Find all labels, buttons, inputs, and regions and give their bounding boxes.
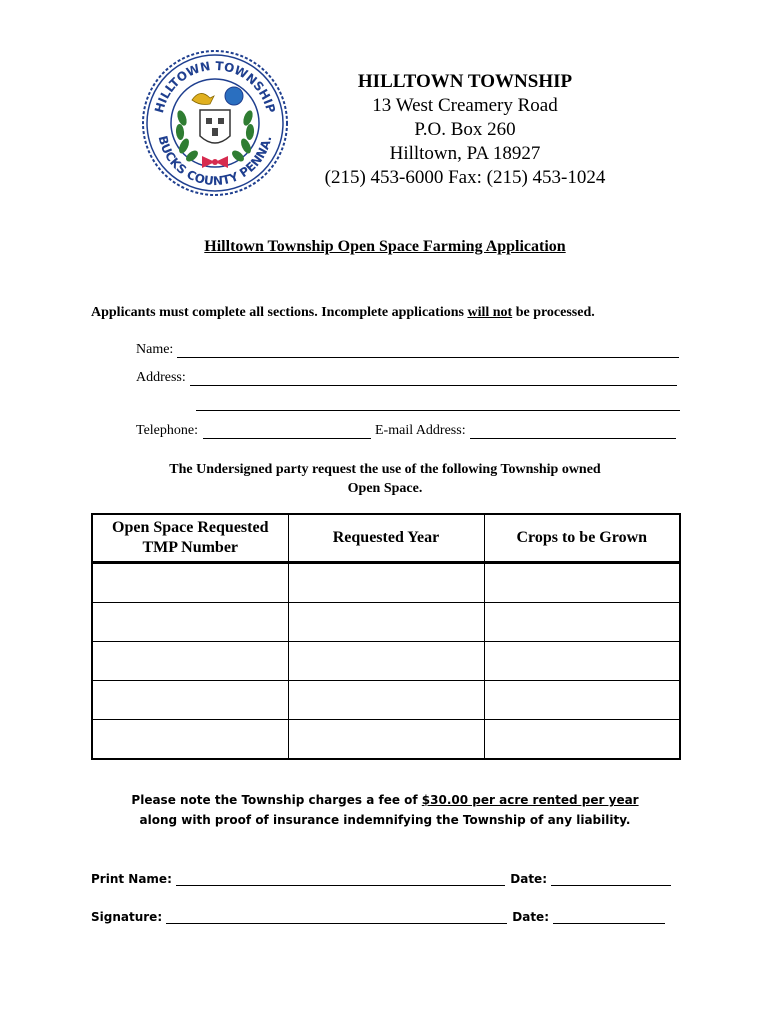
table-cell[interactable] bbox=[484, 681, 680, 720]
address-line-1[interactable] bbox=[190, 372, 677, 386]
table-cell[interactable] bbox=[92, 563, 288, 603]
table-cell[interactable] bbox=[288, 563, 484, 603]
table-cell[interactable] bbox=[288, 603, 484, 642]
name-field bbox=[136, 342, 679, 358]
table-row bbox=[92, 603, 680, 642]
instructions-text-end: be processed. bbox=[512, 305, 595, 320]
open-space-table bbox=[91, 513, 681, 760]
print-name-label: Print Name: bbox=[91, 872, 172, 886]
print-name-field bbox=[91, 872, 671, 886]
address-city: Hilltown, PA 18927 bbox=[389, 143, 541, 164]
print-date-label: Date: bbox=[510, 872, 547, 886]
signature-date-label: Date: bbox=[512, 910, 549, 924]
seal-ring-text-bottom: BUCKS COUNTY PENNA. bbox=[155, 134, 275, 189]
fee-notice-line-1 bbox=[0, 790, 770, 810]
table-cell[interactable] bbox=[484, 563, 680, 603]
print-name-line[interactable] bbox=[176, 874, 505, 886]
table-row bbox=[92, 563, 680, 603]
request-line-1: The Undersigned party request the use of the following Township owned bbox=[169, 462, 601, 477]
form-title: Hilltown Township Open Space Farming Application bbox=[204, 238, 566, 255]
table-cell[interactable] bbox=[288, 642, 484, 681]
table-row bbox=[92, 681, 680, 720]
table-cell[interactable] bbox=[92, 642, 288, 681]
telephone-label: Telephone: bbox=[136, 423, 198, 438]
township-seal bbox=[140, 48, 290, 198]
seal-shield-icon bbox=[200, 110, 230, 143]
address-po-box: P.O. Box 260 bbox=[414, 119, 516, 140]
fee-notice-line-2: along with proof of insurance indemnifying the Township of any liability. bbox=[139, 813, 631, 827]
org-name: HILLTOWN TOWNSHIP bbox=[357, 71, 573, 92]
table-cell[interactable] bbox=[484, 720, 680, 760]
fee-amount: $30.00 per acre rented per year bbox=[421, 793, 639, 807]
signature-field bbox=[91, 910, 665, 924]
table-header-row bbox=[92, 514, 680, 563]
name-line[interactable] bbox=[177, 344, 679, 358]
letterhead bbox=[300, 70, 630, 190]
name-label: Name: bbox=[136, 342, 174, 357]
table-cell[interactable] bbox=[92, 681, 288, 720]
address-label: Address: bbox=[136, 370, 186, 385]
email-label: E-mail Address: bbox=[375, 423, 466, 438]
table-row bbox=[92, 720, 680, 760]
table-cell[interactable] bbox=[288, 720, 484, 760]
table-row bbox=[92, 642, 680, 681]
print-date-line[interactable] bbox=[551, 874, 671, 886]
column-header-year: Requested Year bbox=[288, 514, 484, 563]
instructions-emphasis: will not bbox=[467, 305, 513, 320]
telephone-line[interactable] bbox=[203, 425, 371, 439]
instructions bbox=[91, 305, 595, 321]
phone-fax: (215) 453-6000 Fax: (215) 453-1024 bbox=[324, 167, 606, 188]
request-line-2: Open Space. bbox=[347, 481, 423, 496]
fee-notice-text: Please note the Township charges a fee of bbox=[131, 793, 422, 807]
column-header-tmp: Open Space Requested TMP Number bbox=[92, 514, 288, 563]
instructions-text: Applicants must complete all sections. Incomplete applications bbox=[91, 305, 468, 320]
table-cell[interactable] bbox=[92, 720, 288, 760]
seal-ribbon-icon bbox=[202, 156, 228, 168]
table-cell[interactable] bbox=[484, 603, 680, 642]
seal-lamp-icon bbox=[192, 93, 214, 104]
request-statement bbox=[0, 460, 770, 498]
signature-date-line[interactable] bbox=[553, 912, 665, 924]
signature-label: Signature: bbox=[91, 910, 163, 924]
signature-line[interactable] bbox=[166, 912, 507, 924]
address-field bbox=[136, 370, 677, 386]
address-line-2[interactable] bbox=[196, 397, 680, 411]
seal-ring-text-top: HILLTOWN TOWNSHIP bbox=[152, 58, 278, 115]
table-cell[interactable] bbox=[484, 642, 680, 681]
table-cell[interactable] bbox=[288, 681, 484, 720]
email-line[interactable] bbox=[470, 425, 676, 439]
fee-notice bbox=[0, 790, 770, 830]
column-header-crops: Crops to be Grown bbox=[484, 514, 680, 563]
telephone-email-field bbox=[136, 423, 676, 439]
table-cell[interactable] bbox=[92, 603, 288, 642]
seal-globe-icon bbox=[225, 87, 243, 105]
address-street: 13 West Creamery Road bbox=[372, 95, 558, 116]
